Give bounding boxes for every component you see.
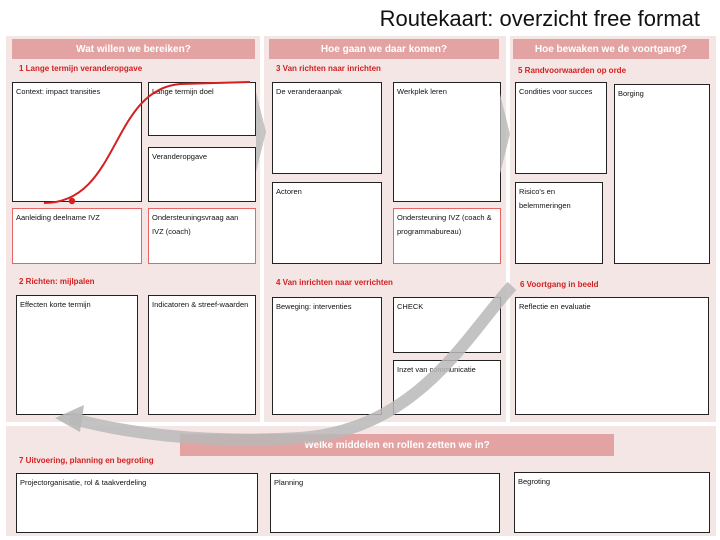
box-werkplek-leren[interactable]: Werkplek leren (393, 82, 501, 202)
return-arrow-head (55, 405, 84, 432)
transition-start-dot (69, 198, 75, 204)
box-ondersteuningsvraag[interactable]: Ondersteuningsvraag aan IVZ (coach) (148, 208, 256, 264)
box-projectorganisatie[interactable]: Projectorganisatie, rol & taakverdeling (16, 473, 258, 533)
box-effecten[interactable]: Effecten korte termijn (16, 295, 138, 415)
box-check[interactable]: CHECK (393, 297, 501, 353)
flow-arrow-col1-col2 (256, 92, 266, 172)
section-1-label: 1 Lange termijn veranderopgave (19, 64, 143, 73)
box-actoren[interactable]: Actoren (272, 182, 382, 264)
box-ondersteuning-ivz[interactable]: Ondersteuning IVZ (coach & programmabureau) (393, 208, 501, 264)
column-header-hoe-gaan: Hoe gaan we daar komen? (269, 39, 499, 59)
flow-arrow-col2-col3 (500, 94, 510, 174)
box-begroting[interactable]: Begroting (514, 472, 710, 533)
box-reflectie[interactable]: Reflectie en evaluatie (515, 297, 709, 415)
column-header-wat: Wat willen we bereiken? (12, 39, 255, 59)
section-2-label: 2 Richten: mijlpalen (19, 277, 95, 286)
section-5-label: 5 Randvoorwaarden op orde (518, 66, 627, 75)
box-lange-termijn-doel[interactable]: Lange termijn doel (148, 82, 256, 136)
section-4-label: 4 Van inrichten naar verrichten (276, 278, 393, 287)
box-veranderaanpak[interactable]: De veranderaanpak (272, 82, 382, 174)
return-arrow-curve (70, 286, 512, 440)
box-veranderopgave[interactable]: Veranderopgave (148, 147, 256, 202)
box-communicatie[interactable]: Inzet van communicatie (393, 360, 501, 415)
box-borging[interactable]: Borging (614, 84, 710, 264)
box-condities[interactable]: Condities voor succes (515, 82, 607, 174)
box-risicos[interactable]: Risico's en belemmeringen (515, 182, 603, 264)
box-context[interactable]: Context: impact transities (12, 82, 142, 202)
box-planning[interactable]: Planning (270, 473, 500, 533)
bottom-header: Welke middelen en rollen zetten we in? (180, 434, 614, 456)
section-3-label: 3 Van richten naar inrichten (276, 64, 381, 73)
box-aanleiding[interactable]: Aanleiding deelname IVZ (12, 208, 142, 264)
column-header-hoe-bewaken: Hoe bewaken we de voortgang? (513, 39, 709, 59)
box-indicatoren[interactable]: Indicatoren & streef-waarden (148, 295, 256, 415)
page-title: Routekaart: overzicht free format (379, 6, 700, 31)
transition-s-curve (44, 82, 250, 203)
section-7-label: 7 Uitvoering, planning en begroting (19, 456, 154, 465)
box-beweging[interactable]: Beweging: interventies (272, 297, 382, 415)
section-6-label: 6 Voortgang in beeld (520, 280, 599, 289)
